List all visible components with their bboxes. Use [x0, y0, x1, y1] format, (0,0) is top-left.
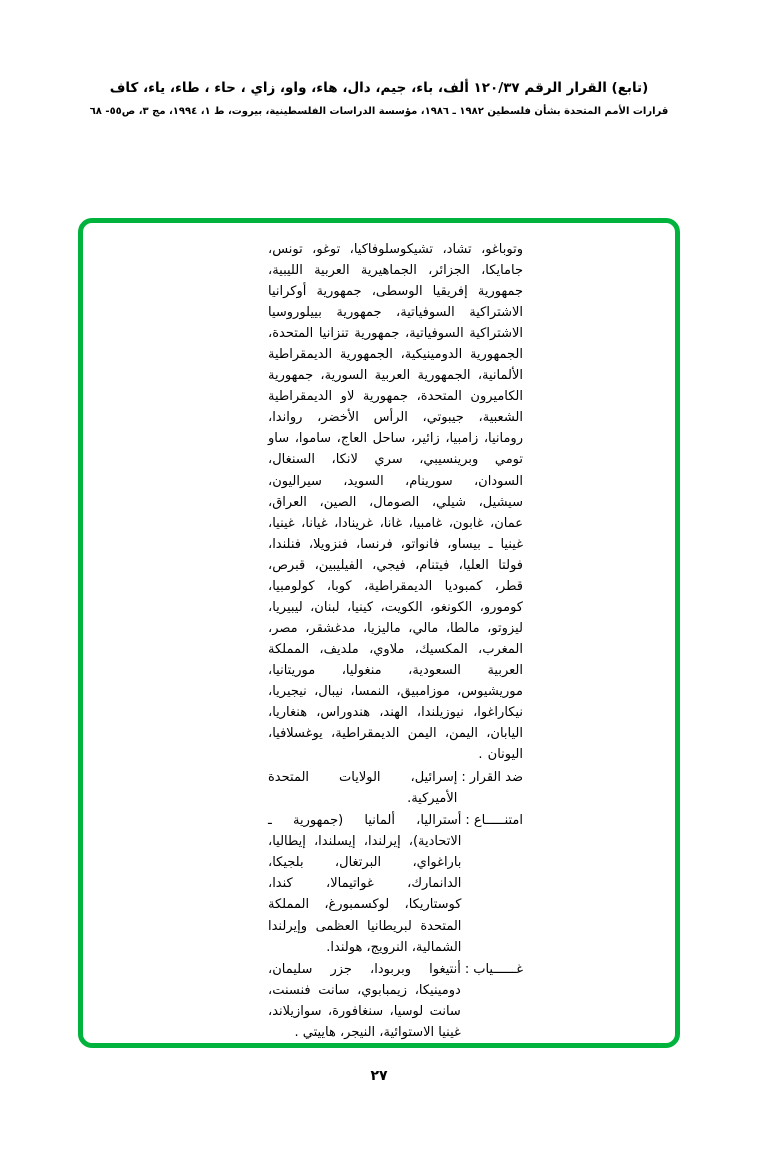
vote-row [268, 959, 523, 1043]
text-column [268, 239, 523, 1043]
vote-text-absent: أنتيغوا وبربودا، جزر سليمان، دومينيكا، زيمبابوي، سانت فنسنت، سانت لوسيا، سنغافورة، سوازيلاند، غينيا الاستوائية، النيجر، هاييتي . [268, 961, 461, 1040]
page-header [0, 78, 758, 119]
vote-label-against: ضد القرار [469, 770, 523, 786]
vote-colon: : [465, 813, 470, 829]
vote-text-against: إسرائيل، الولايات المتحدة الأميركية. [268, 770, 458, 807]
page-number: ٢٧ [370, 1068, 388, 1084]
countries-paragraph: وتوباغو، تشاد، تشيكوسلوفاكيا، توغو، تونس، جامايكا، الجزائر، الجماهيرية العربية الليبية، جمهورية إفريقيا الوسطى، جمهورية أوكرانيا الاشتراكية السوفياتية، جمهورية بييلوروسيا الاشتراكية السوفياتية، جمهورية تنزانيا المتحدة، الجمهورية الدومينيكية، الجمهورية الديمقراطية الألمانية، الجمهورية العربية السورية، جمهورية الكاميرون المتحدة، جمهورية لاو الديمقراطية الشعبية، جيبوتي، الرأس الأخضر، رواندا، رومانيا، زامبيا، زائير، ساحل العاج، ساموا، ساو تومي وبرينسيبي، سري لانكا، السنغال، السودان، سورينام، السويد، سيراليون، سيشيل، شيلي، الصومال، الصين، العراق، عمان، غابون، غامبيا، غانا، غرينادا، غيانا، غينيا، غينيا ـ بيساو، فانواتو، فرنسا، فنزويلا، فنلندا، فولتا العليا، فيتنام، فيجي، الفيليبين، قبرص، قطر، كمبوديا الديمقراطية، كوبا، كولومبيا، كومورو، الكونغو، الكويت، كينيا، لبنان، ليبيريا، ليزوتو، مالطا، مالي، ماليزيا، مدغشقر، مصر، المغرب، المكسيك، ملاوي، ملديف، المملكة العربية السعودية، منغوليا، موريتانيا، موريشيوس، موزامبيق، النمسا، نيبال، نيجيريا، نيكاراغوا، نيوزيلندا، الهند، هندوراس، هنغاريا، اليابان، اليمن، اليمن الديمقراطية، يوغسلافيا، اليونان . [268, 242, 523, 763]
vote-colon: : [461, 770, 466, 786]
header-source-citation: قرارات الأمم المتحدة بشأن فلسطين ١٩٨٢ ـ ١٩٨٦، مؤسسة الدراسات الفلسطينية، بيروت، ط ١، ١٩٩٤، مج ٣، ص٥٥- ٦٨ [89, 106, 669, 118]
vote-results [268, 767, 523, 1043]
document-page [0, 78, 758, 1156]
frame-content [83, 223, 675, 1043]
vote-row [268, 767, 523, 809]
vote-label-absent: غــــــياب [473, 961, 523, 977]
vote-text-abstain: أستراليا، ألمانيا (جمهورية ـ الاتحادية)، إيرلندا، إيسلندا، إيطاليا، باراغواي، البرتغال، بلجيكا، الدانمارك، غواتيمالا، كندا، كوستاريكا، لوكسمبورغ، المملكة المتحدة لبريطانيا العظمى وإيرلندا الشمالية، النرويج، هولندا. [268, 813, 462, 955]
header-title: (تابع) القرار الرقم ١٢٠/٣٧ ألف، باء، جيم، دال، هاء، واو، زاي ، حاء ، طاء، ياء، كاف [109, 80, 649, 96]
vote-colon: : [464, 961, 470, 977]
green-border-frame [78, 218, 680, 1048]
vote-label-abstain: امتنـــــاع [473, 813, 523, 829]
vote-row [268, 810, 523, 957]
